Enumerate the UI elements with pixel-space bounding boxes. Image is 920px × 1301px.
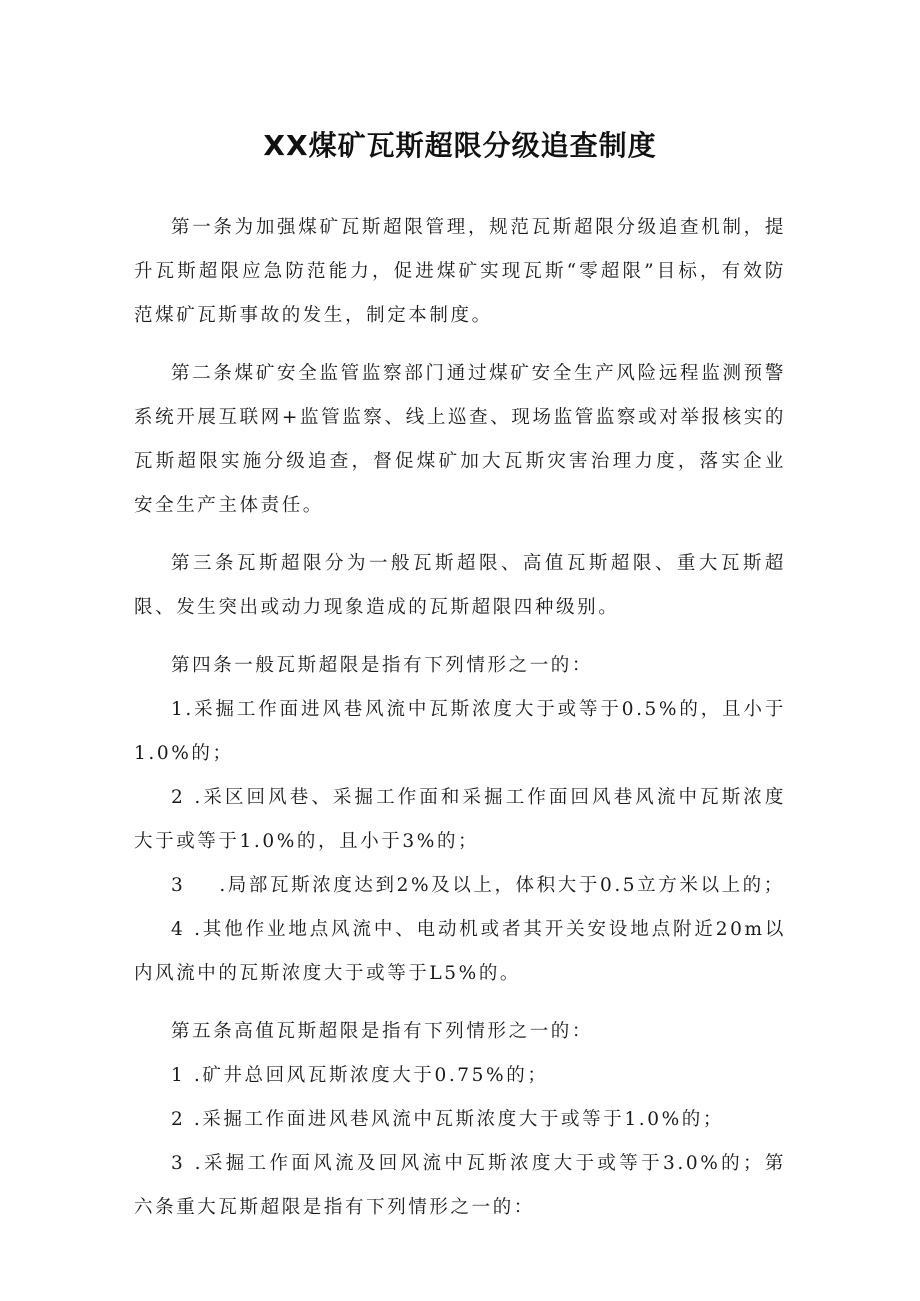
article-5-item-2 <box>134 1098 786 1142</box>
item-number: 4 . <box>171 919 203 940</box>
article-4-item-2 <box>134 776 786 864</box>
article-5: 第五条高值瓦斯超限是指有下列情形之一的： <box>171 1021 594 1042</box>
item-text: 采掘工作面进风巷风流中瓦斯浓度大于或等于0.5%的，且小于1.0%的； <box>134 699 786 764</box>
item-number: 2 . <box>171 787 203 808</box>
document-body <box>134 206 786 1230</box>
article-1: 第一条为加强煤矿瓦斯超限管理，规范瓦斯超限分级追查机制，提升瓦斯超限应急防范能力，促进煤矿实现瓦斯“零超限”目标，有效防范煤矿瓦斯事故的发生，制定本制度。 <box>134 217 786 326</box>
item-text: 采掘工作面进风巷风流中瓦斯浓度大于或等于1.0%的； <box>202 1109 724 1130</box>
item-number: 2 . <box>171 1109 203 1130</box>
item-number: 1. <box>171 699 194 720</box>
item-text: 矿井总回风瓦斯浓度大于0.75%的； <box>202 1065 549 1086</box>
article-4-item-1 <box>134 688 786 776</box>
article-4: 第四条一般瓦斯超限是指有下列情形之一的： <box>171 655 594 676</box>
item-number: 3 <box>171 875 186 896</box>
item-number: 1 . <box>171 1065 203 1086</box>
item-text: 其他作业地点风流中、电动机或者其开关安设地点附近20m以内风流中的瓦斯浓度大于或等于L5%的。 <box>134 919 786 984</box>
item-text: .局部瓦斯浓度达到2%及以上，体积大于0.5立方米以上的； <box>219 875 785 896</box>
article-3: 第三条瓦斯超限分为一般瓦斯超限、高值瓦斯超限、重大瓦斯超限、发生突出或动力现象造成的瓦斯超限四种级别。 <box>134 553 786 618</box>
article-4-item-4 <box>134 908 786 996</box>
item-text: 采区回风巷、采掘工作面和采掘工作面回风巷风流中瓦斯浓度大于或等于1.0%的，且小于3%的； <box>134 787 787 852</box>
document-title: XX煤矿瓦斯超限分级追查制度 <box>263 129 657 162</box>
article-4-item-3 <box>134 864 786 908</box>
item-text: 采掘工作面风流及回风流中瓦斯浓度大于或等于3.0%的；第六条重大瓦斯超限是指有下列情形之一的： <box>134 1153 786 1218</box>
article-2: 第二条煤矿安全监管监察部门通过煤矿安全生产风险远程监测预警系统开展互联网+监管监察、线上巡查、现场监管监察或对举报核实的瓦斯超限实施分级追查，督促煤矿加大瓦斯灾害治理力度，落实企业安全生产主体责任。 <box>134 363 786 516</box>
article-5-item-1 <box>134 1054 786 1098</box>
article-5-item-3 <box>134 1142 786 1230</box>
item-number: 3 . <box>171 1153 204 1174</box>
